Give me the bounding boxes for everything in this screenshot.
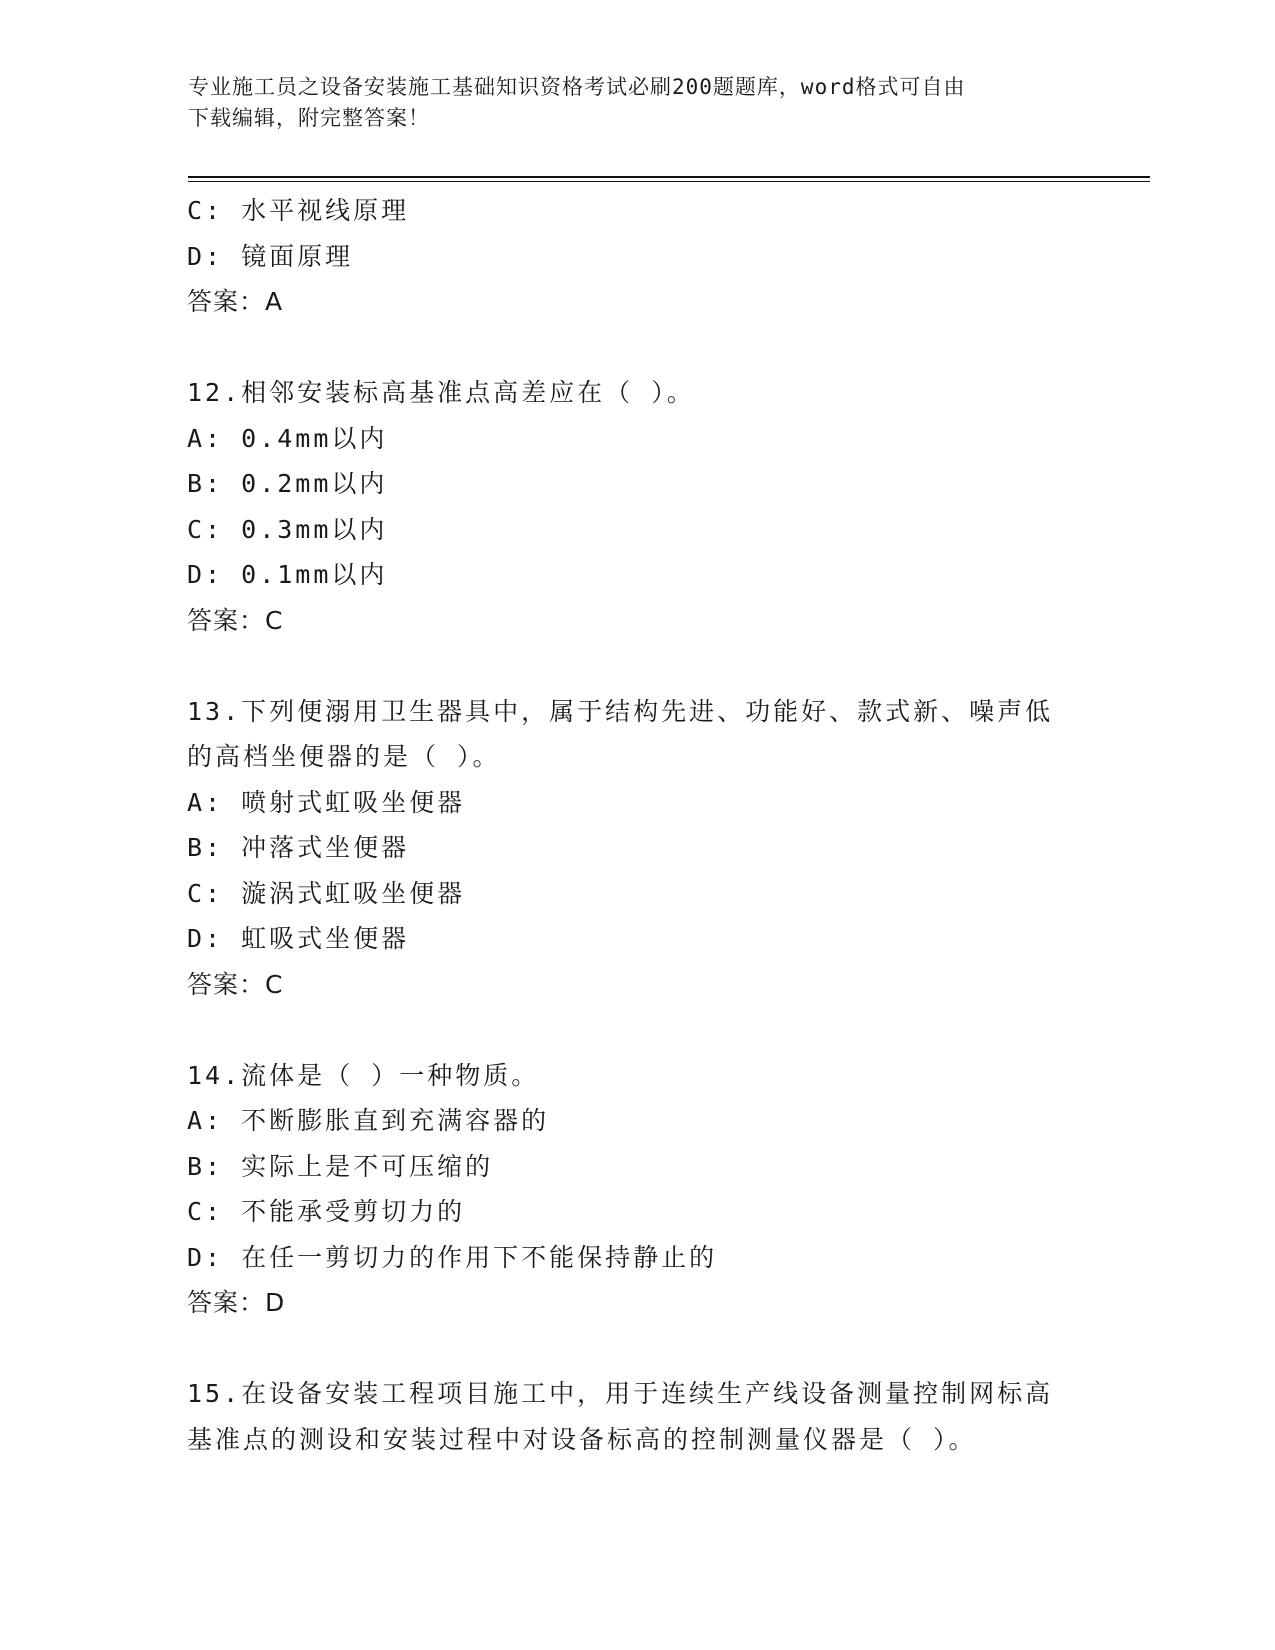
q15-stem-line-1: 15.在设备安装工程项目施工中，用于连续生产线设备测量控制网标高: [187, 1379, 1054, 1408]
question-12: [187, 370, 1087, 643]
q14-option-a: A: 不断膨胀直到充满容器的: [187, 1106, 550, 1135]
q12-option-b: B: 0.2mm以内: [187, 469, 388, 498]
q14-option-d: D: 在任一剪切力的作用下不能保持静止的: [187, 1242, 718, 1272]
question-14: [187, 1053, 1087, 1326]
q14-option-c: C: 不能承受剪切力的: [187, 1197, 466, 1226]
header-divider-thick: [188, 176, 1150, 178]
spacer: [187, 325, 1087, 371]
q11-answer: 答案：A: [187, 287, 284, 316]
q13-stem-line-1: 13.下列便溺用卫生器具中，属于结构先进、功能好、款式新、噪声低: [187, 696, 1054, 726]
question-15: [187, 1371, 1087, 1462]
spacer: [187, 643, 1087, 689]
question-11: [187, 188, 1087, 325]
q15-stem-line-2: 基准点的测设和安装过程中对设备标高的控制测量仪器是（ ）。: [187, 1424, 977, 1454]
q14-answer: 答案：D: [187, 1288, 286, 1317]
q12-option-c: C: 0.3mm以内: [187, 514, 388, 544]
header-title-line-1: 专业施工员之设备安装施工基础知识资格考试必刷200题题库，word格式可自由: [188, 75, 966, 99]
question-13: [187, 689, 1087, 1008]
q11-option-d: D: 镜面原理: [187, 241, 354, 271]
spacer: [187, 1007, 1087, 1053]
q12-option-a: A: 0.4mm以内: [187, 423, 388, 453]
q13-option-b: B: 冲落式坐便器: [187, 833, 410, 862]
q12-option-d: D: 0.1mm以内: [187, 560, 388, 589]
q12-stem: 12.相邻安装标高基准点高差应在（ ）。: [187, 378, 695, 407]
q13-stem-line-2: 的高档坐便器的是（ ）。: [187, 742, 501, 771]
document-header: [188, 72, 1088, 134]
header-title-line-2: 下载编辑，附完整答案！: [188, 106, 430, 130]
q13-option-d: D: 虹吸式坐便器: [187, 924, 410, 953]
q13-option-a: A: 喷射式虹吸坐便器: [187, 787, 466, 817]
header-divider-thin: [188, 181, 1150, 182]
spacer: [187, 1326, 1087, 1372]
q14-option-b: B: 实际上是不可压缩的: [187, 1151, 494, 1181]
q12-answer: 答案：C: [187, 605, 284, 635]
q11-option-c: C: 水平视线原理: [187, 196, 410, 225]
q14-stem: 14.流体是（ ）一种物质。: [187, 1060, 540, 1090]
q13-answer: 答案：C: [187, 969, 284, 999]
question-list: [187, 188, 1087, 1462]
q13-option-c: C: 漩涡式虹吸坐便器: [187, 878, 466, 908]
